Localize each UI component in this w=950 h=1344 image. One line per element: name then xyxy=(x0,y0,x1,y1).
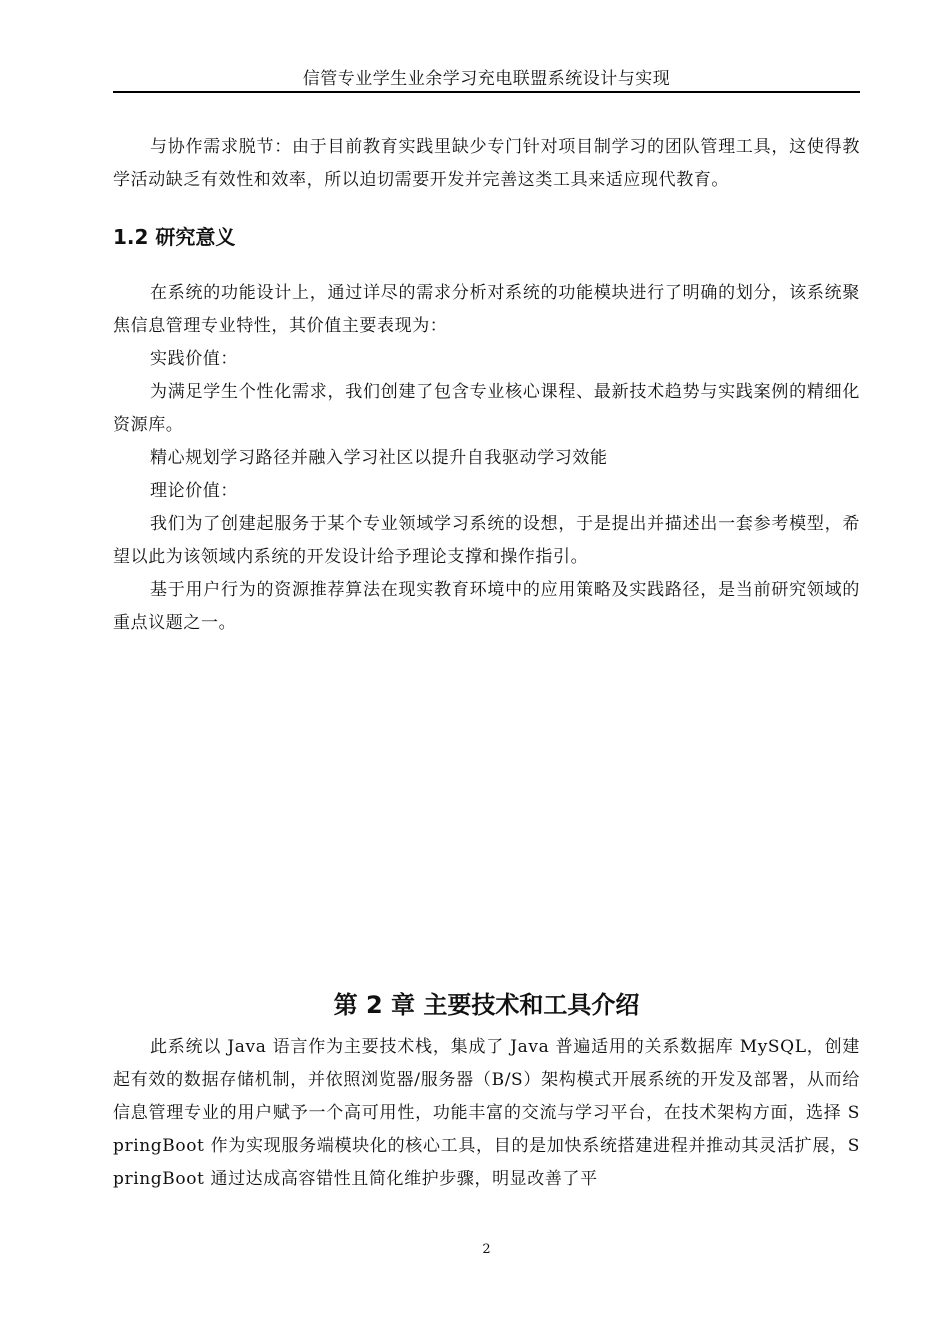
paragraph-theoretical-value-label: 理论价值： xyxy=(150,481,238,501)
paragraph-function-design: 在系统的功能设计上，通过详尽的需求分析对系统的功能模块进行了明确的划分，该系统聚焦信息管理专业特性，其价值主要表现为： xyxy=(113,283,860,336)
chapter-paragraph: 此系统以 Java 语言作为主要技术栈，集成了 Java 普遍适用的关系数据库 MySQL，创建起有效的数据存储机制，并依照浏览器/服务器（B/S）架构模式开展系统的开发及部署，从而给信息管理专业的用户赋予一个高可用性，功能丰富的交流与学习平台，在技术架构方面，选择 SpringBoot 作为实现服务端模块化的核心工具，目的是加快系统搭建进程并推动其灵活扩展，SpringBoot 通过达成高容错性且简化维护步骤，明显改善了平 xyxy=(113,1037,860,1189)
paragraph-reference-model: 我们为了创建起服务于某个专业领域学习系统的设想，于是提出并描述出一套参考模型，希望以此为该领域内系统的开发设计给予理论支撑和操作指引。 xyxy=(113,514,860,567)
intro-paragraph: 与协作需求脱节：由于目前教育实践里缺少专门针对项目制学习的团队管理工具，这使得教学活动缺乏有效性和效率，所以迫切需要开发并完善这类工具来适应现代教育。 xyxy=(113,137,860,190)
section-heading: 1.2 研究意义 xyxy=(113,225,236,249)
paragraph-recommendation-algorithm: 基于用户行为的资源推荐算法在现实教育环境中的应用策略及实践路径，是当前研究领域的重点议题之一。 xyxy=(113,580,860,633)
header-divider xyxy=(113,91,860,93)
paragraph-resource-library: 为满足学生个性化需求，我们创建了包含专业核心课程、最新技术趋势与实践案例的精细化资源库。 xyxy=(113,382,860,435)
paragraph-practical-value-label: 实践价值： xyxy=(150,349,238,369)
paragraph-learning-path: 精心规划学习路径并融入学习社区以提升自我驱动学习效能 xyxy=(150,448,608,468)
page-number: 2 xyxy=(482,1242,491,1257)
running-header: 信管专业学生业余学习充电联盟系统设计与实现 xyxy=(302,69,671,89)
chapter-heading: 第 2 章 主要技术和工具介绍 xyxy=(333,991,640,1019)
